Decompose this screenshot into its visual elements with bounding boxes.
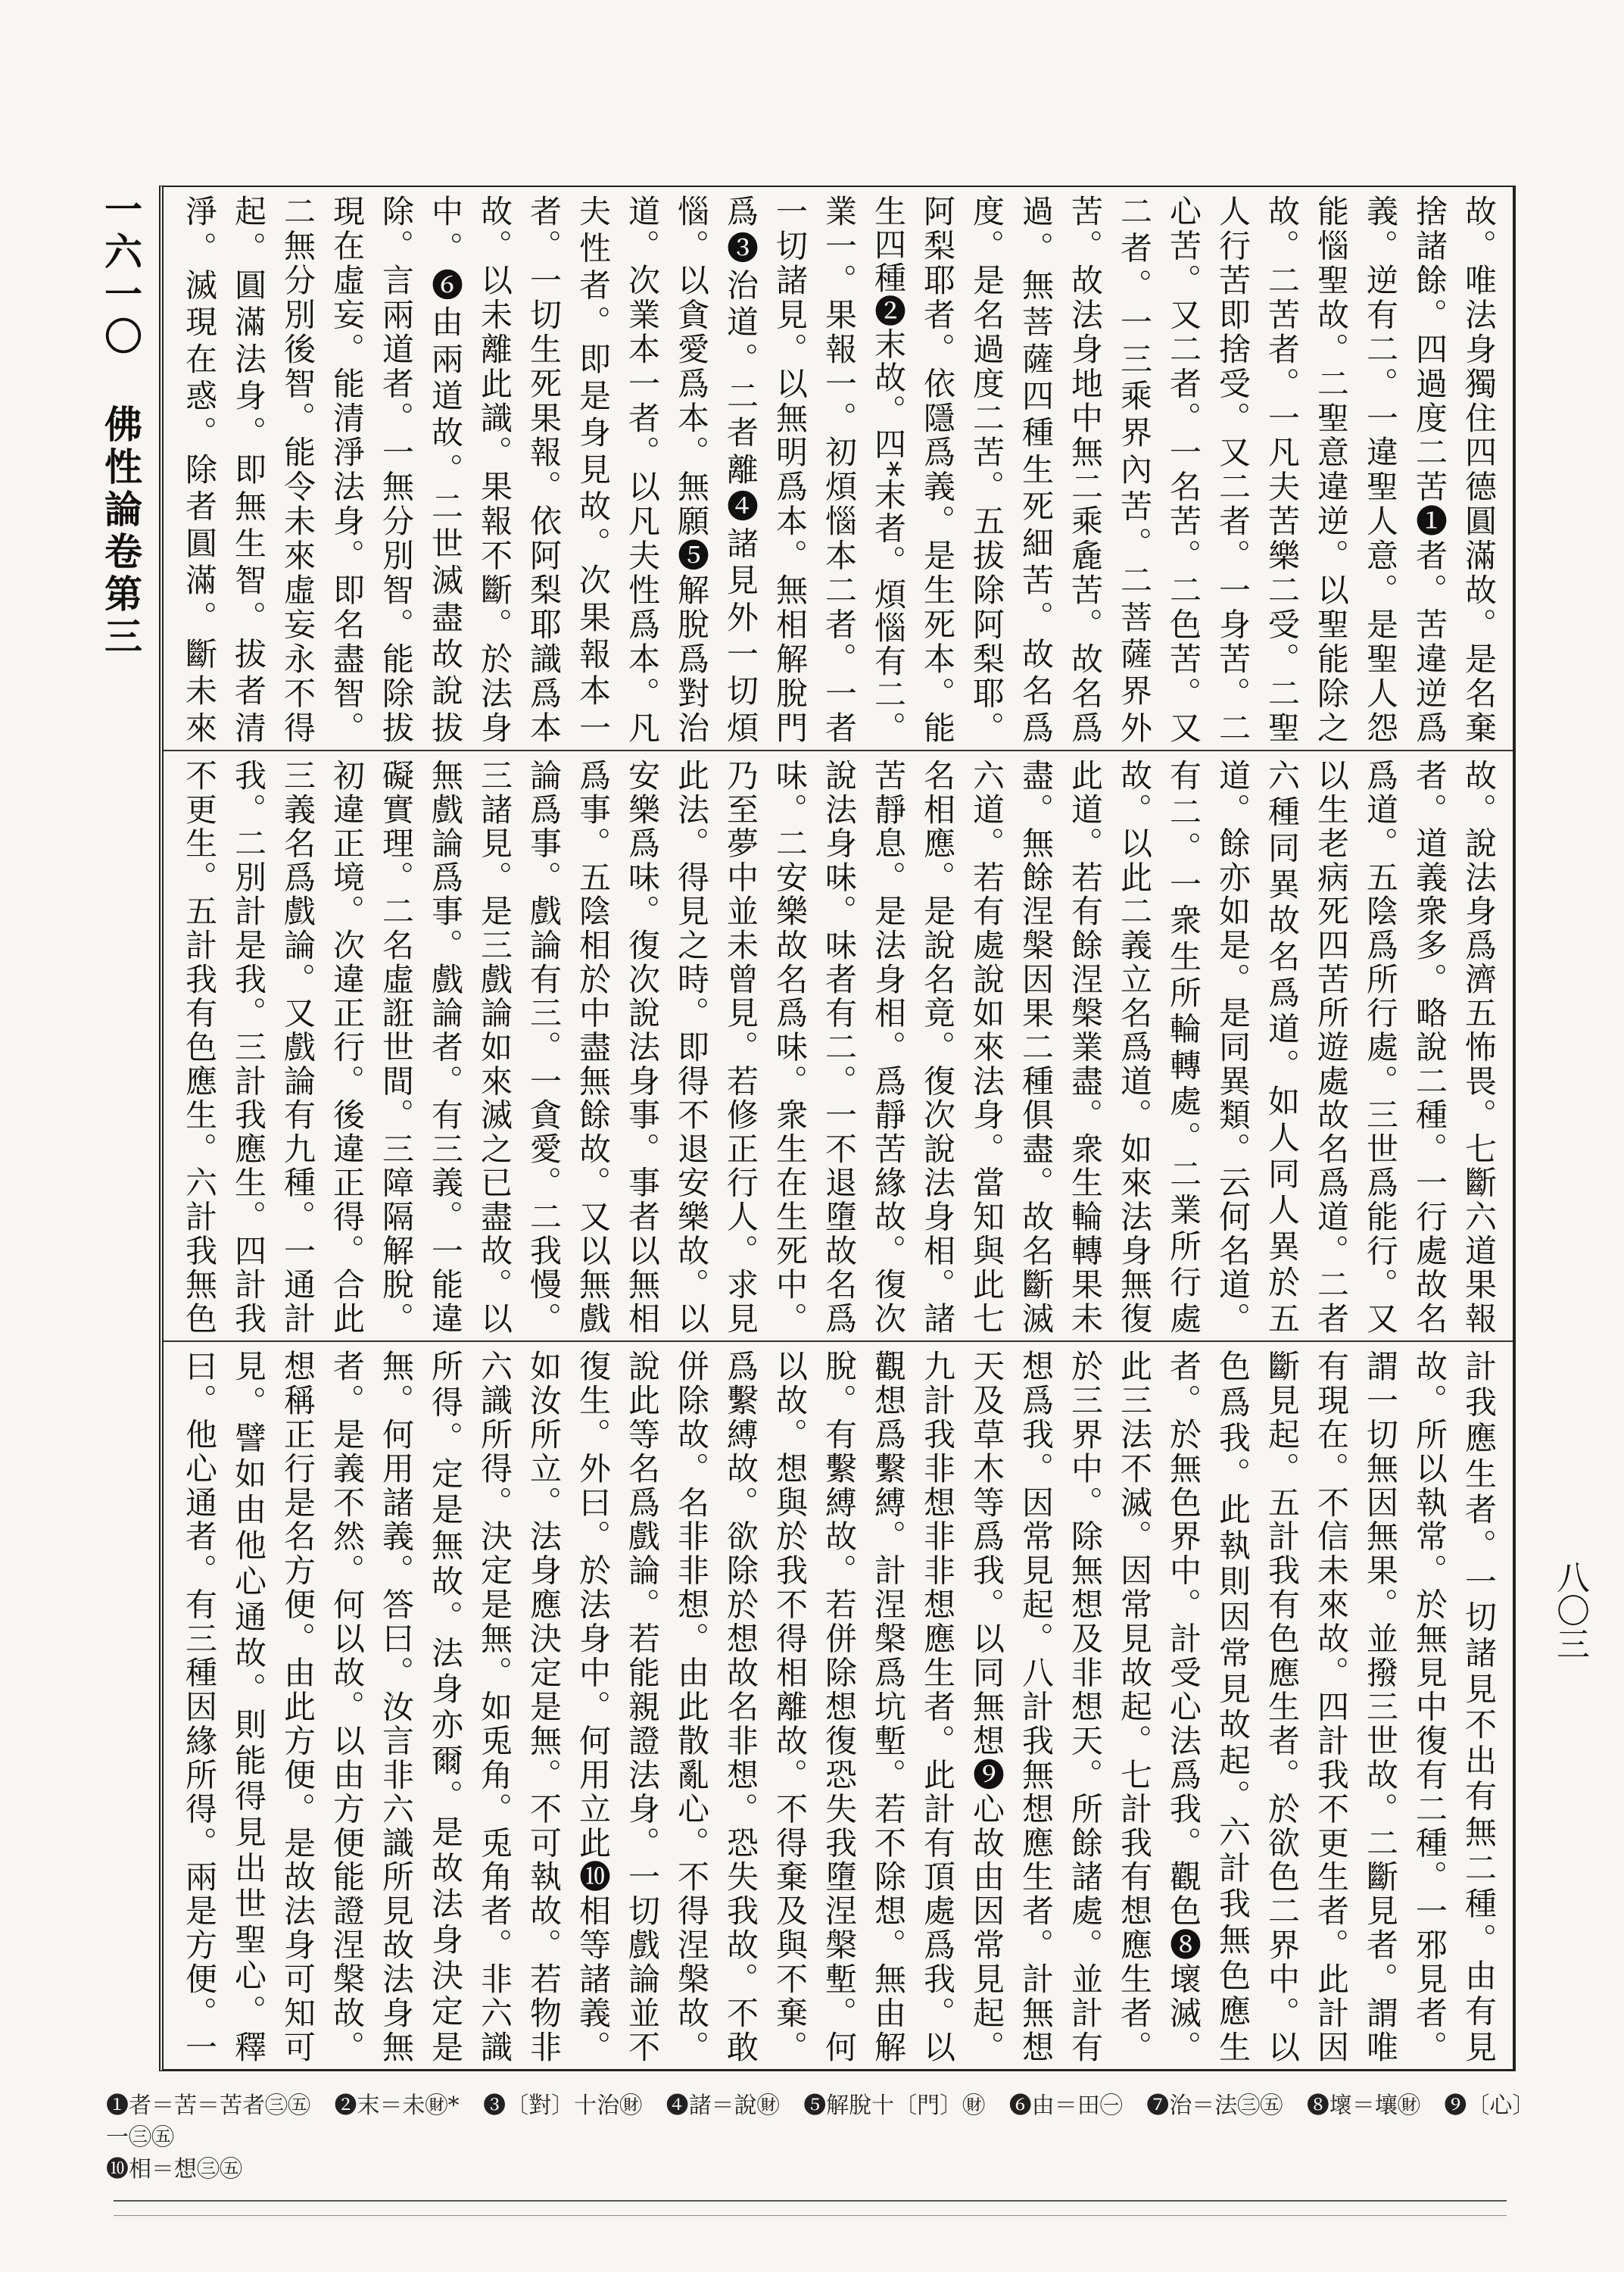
footnote: ❼治＝法㊂㊄	[1146, 2093, 1283, 2119]
footnote: ❿相＝想㊂㊄	[106, 2156, 242, 2183]
footnote: ❶者＝苦＝苦者㊂㊄	[106, 2093, 310, 2119]
footnote: ❽壞＝壤㊖	[1306, 2093, 1420, 2119]
register-middle	[164, 751, 1513, 1342]
footnote: ❹諸＝說㊖	[665, 2093, 780, 2119]
footnote-line-1	[106, 2090, 1529, 2154]
footnote-line-2	[106, 2154, 1529, 2186]
footnote: ❾〔心〕一㊂㊄	[106, 2093, 1524, 2151]
register-text: 計我應生者。一切諸見不出有無二種。由有見故。所以執常。於無見中復有二種。一邪見者。謂一切無因無果。並撥三世故。二斷見者。謂唯有現在。不信未來故。四計我不更生者。此計因斷見起。五計我有色應生者。於欲色二界中。以色爲我。此執則因常見故起。六計我無色應生者。於無色界中。計受心法爲我。觀色❽壞滅。此三法不滅。因常見故起。七計我有想應生者。於三界中。除無想及非想天。所餘諸處。並計有想爲我。因常見起。八計我無想應生者。計無想天及草木等爲我。以同無想❾心故由因常見起。九計我非想非非想應生者。此計有頂處爲我。以觀想爲繫縛。計涅槃爲坑塹。若不除想。無由解脫。有繫縛故。若併除想復恐失我墮涅槃塹。何以故。想與於我不得相離故。不得棄及與不棄。爲繫縛故。欲除於想故名非想。恐失我故。不敢併除故。名非非想。由此散亂心。不得涅槃故。說此等名爲戲論。若能親證法身。一切戲論並不復生。外曰。於法身中。何用立此❿相等諸義。如汝所立。法身應決定是無。不可執故。若物非六識所得。決定是無。如兎角。兎角者。非六識所得。定是無故。法身亦爾。是故法身決定是無。何用諸義。答曰。汝言非六識所見故法身無者。是義不然。何以故。以由方便能證涅槃故。想稱正行是名方便。由此方便。是故法身可知可見。譬如由他心通故。則能得見出世聖心。釋曰。他心通者。有三種因緣所得。兩是方便。一	[181, 1350, 1498, 2063]
register-bottom	[164, 1342, 1513, 2069]
footnotes	[106, 2090, 1529, 2186]
footnote: ❻由＝田㊀	[1008, 2093, 1123, 2119]
running-header	[79, 189, 148, 659]
register-text: 故。唯法身獨住四德圓滿故。是名棄捨諸餘。四過度二苦❶者。苦違逆爲義。逆有二。一違聖人意。是聖人怨能惱聖故。二聖意違逆。以聖能除之故。二苦者。一凡夫苦樂二受。二聖人行苦即捨受。又二者。一身苦。二心苦。又二者。一名苦。二色苦。又二者。一三乘界內苦。二菩薩界外苦。故法身地中無二乘麁苦。故名爲過。無菩薩四種生死細苦。故名爲度。是名過度二苦。五拔除阿梨耶。阿梨耶者。依隱爲義。是生死本。能生四種❷末故。四*末者。煩惱有二。業一。果報一。初煩惱本二者。一者一切諸見。以無明爲本。無相解脫門爲❸治道。二者離❹諸見外一切煩惱。以貪愛爲本。無願❺解脫爲對治道。次業本一者。以凡夫性爲本。凡夫性者。即是身見故。次果報本一者。一切生死果報。依阿梨耶識爲本故。以未離此識。果報不斷。於法身中。❻由兩道故。二世滅盡故說拔除。言兩道者。一無分別智。能除拔現在虛妄。能清淨法身。即名盡智。二無分別後智。能令未來虛妄永不得起。圓滿法身。即無生智。拔者清淨。滅現在惑。除者圓滿。斷未來	[181, 195, 1498, 744]
footnote: ❷末＝未㊖*	[334, 2093, 460, 2119]
header-title: 佛性論卷第三	[98, 404, 143, 659]
header-page-number: 一六一〇	[98, 189, 143, 359]
text-frame	[159, 186, 1516, 2071]
footnote: ❸〔對〕十治㊖	[483, 2093, 643, 2119]
register-top	[164, 187, 1513, 751]
bottom-rule-thin	[114, 2215, 1507, 2216]
bottom-rule	[114, 2200, 1507, 2202]
footnote: ❺解脫十〔門〕㊖	[803, 2093, 986, 2119]
register-text: 故。說法身爲濟五怖畏。七斷六道果報者。道義衆多。略說二種。一行處故名爲道。五陰爲所行處。三世爲能行。又以生老病死四苦所遊處故名爲道。二者六種同異故名爲道。如人同人異於五道。餘亦如是。是同異類。云何名道。有二。一衆生所輪轉處。二業所行處故。以此二義立名爲道。如來法身無復此道。若有餘涅槃業盡。衆生輪轉果未盡。無餘涅槃因果二種俱盡。故名斷滅六道。若有處說如來法身。當知與此七名相應。是說名竟。復次說法身相。諸苦靜息。是法身相。爲靜苦緣故。復次說法身味。味者有二。一不退墮故名爲味。二安樂故名爲味。衆生在生死中。乃至夢中並未曾見。若修正行人。求見此法。得見之時。即得不退安樂故。以安樂爲味。復次說法身事。事者以無相爲事。五陰相於中盡無餘故。又以無戲論爲事。戲論有三。一貪愛。二我慢。三諸見。是三戲論如來滅之已盡故。以無戲論爲事。戲論者。有三義。一能違礙實理。二名虛誑世間。三障隔解脫。初違正境。次違正行。後違正得。合此三義名爲戲論。又戲論有九種。一通計我。二別計是我。三計我應生。四計我不更生。五計我有色應生。六計我無色	[181, 759, 1498, 1334]
side-page-number: 八〇三	[1551, 1560, 1589, 1660]
